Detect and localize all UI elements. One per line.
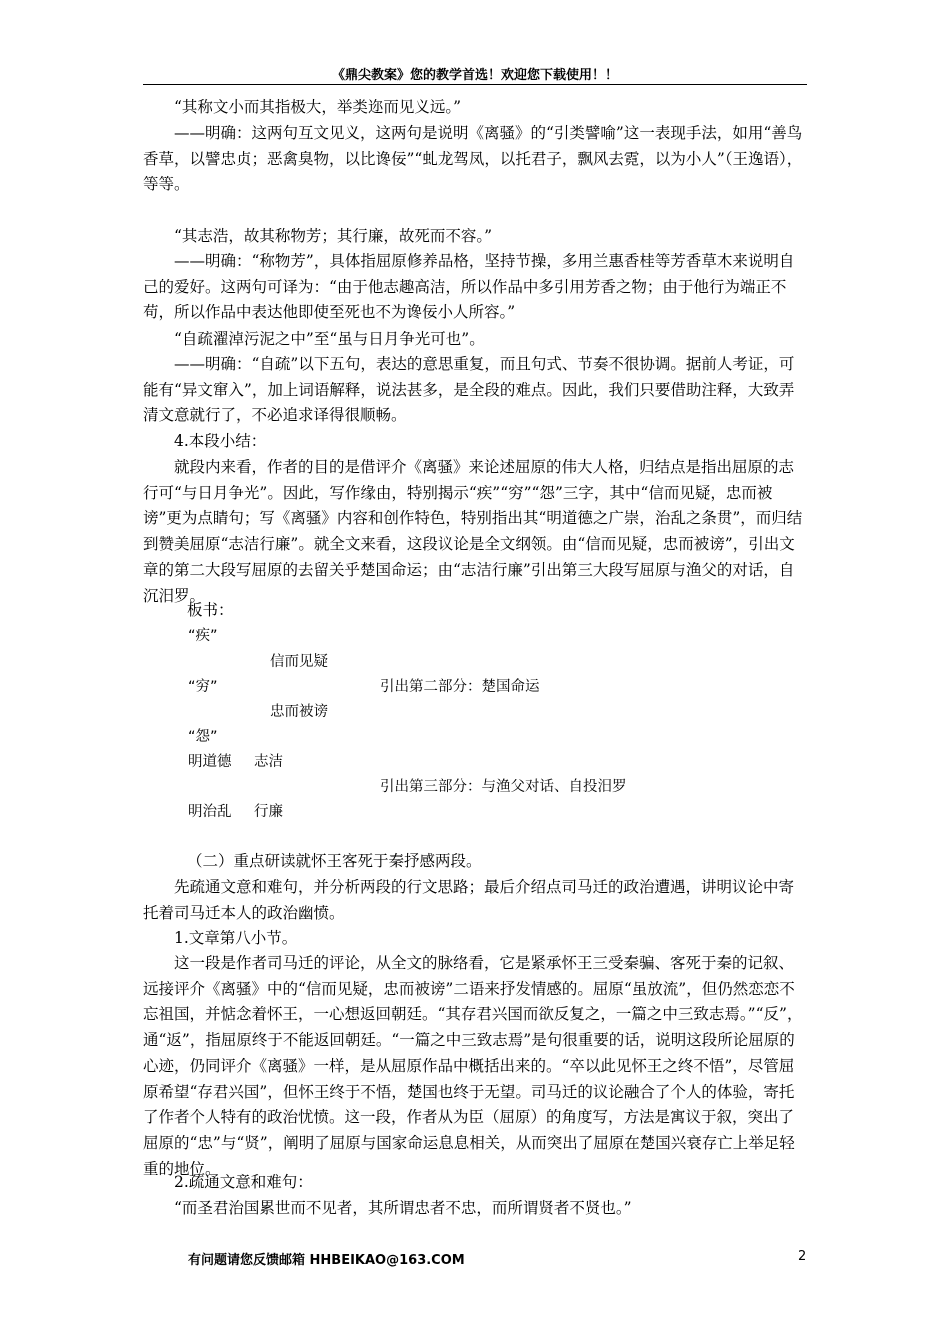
board-zhong: 忠而被谤: [270, 704, 328, 720]
board-xin: 信而见疑: [270, 654, 328, 670]
board-part2: 引出第二部分：楚国命运: [380, 679, 540, 695]
summary-paragraph: [143, 455, 807, 609]
board-qiong: “穷”: [188, 679, 218, 695]
page-number: 2: [798, 1249, 807, 1264]
paragraph-text: 板书：: [187, 601, 234, 619]
section-heading: [143, 429, 807, 455]
section-heading: [143, 1170, 807, 1196]
board-ji: “疾”: [188, 628, 218, 644]
quote-paragraph: [143, 95, 807, 121]
page-header: 《鼎尖教案》您的教学首选！欢迎您下载使用！！: [331, 68, 618, 83]
paragraph-text: “自疏濯淖污泥之中”至“虽与日月争光可也”。: [174, 330, 485, 348]
paragraph-text: “其志浩，故其称物芳；其行廉，故死而不容。”: [174, 227, 493, 245]
board-part3: 引出第三部分：与渔父对话、自投汨罗: [380, 779, 627, 795]
explanation-paragraph: [143, 249, 807, 326]
explanation-paragraph: [143, 352, 807, 429]
section-heading: [143, 849, 807, 875]
body-paragraph: [143, 875, 807, 926]
paragraph-text: （二）重点研读就怀王客死于秦抒感两段。: [187, 852, 482, 870]
paragraph-text: ——明确：“称物芳”，具体指屈原修养品格，坚持节操，多用兰惠香桂等芳香草木来说明自己的爱好。这两句可译为：“由于他志趣高洁，所以作品中多引用芳香之物；由于他行为端正不苟，所以作品中表达他即使至死也不为谗佞小人所容。”: [143, 252, 795, 322]
footer-feedback: 有问题请您反馈邮箱 HHBEIKAO@163.COM: [188, 1253, 465, 1268]
quote-paragraph: [143, 224, 807, 250]
paragraph-text: 先疏通文意和难句，并分析两段的行文思路；最后介绍点司马迁的政治遭遇，讲明议论中寄托着司马迁本人的政治幽愤。: [143, 878, 795, 922]
board-yuan: “怨”: [188, 729, 218, 745]
board-xinglian: 行廉: [254, 804, 283, 820]
board-mingzhiluan: 明治乱: [188, 804, 232, 820]
paragraph-text: “而圣君治国累世而不见者，其所谓忠者不忠，而所谓贤者不贤也。”: [174, 1199, 632, 1217]
board-zhijie: 志洁: [254, 754, 283, 770]
paragraph-text: 就段内来看，作者的目的是借评介《离骚》来论述屈原的伟大人格，归结点是指出屈原的志行可“与日月争光”。因此，写作缘由，特别揭示“疾”“穷”“怨”三字，其中“信而见疑，忠而被谤”更为点睛句；写《离骚》内容和创作特色，特别指出其“明道德之广崇，治乱之条贯”，而归结到赞美屈原“志洁行廉”。就全文来看，这段议论是全文纲领。由“信而见疑，忠而被谤”，引出文章的第二大段写屈原的去留关乎楚国命运；由“志洁行廉”引出第三大段写屈原与渔父的对话，自沉汨罗。: [143, 458, 803, 605]
board-heading: [143, 598, 807, 624]
paragraph-text: 4.本段小结：: [174, 432, 267, 450]
board-mingdaode: 明道德: [188, 754, 232, 770]
quote-paragraph: [143, 1196, 807, 1222]
header-rule: [143, 84, 807, 85]
paragraph-text: ——明确：这两句互文见义，这两句是说明《离骚》的“引类譬喻”这一表现手法，如用“善鸟香草，以譬忠贞；恶禽臭物，以比谗佞”“虬龙驾凤，以托君子，飘风去霓，以为小人”（王逸语），等等。: [143, 124, 803, 194]
paragraph-text: ——明确：“自疏”以下五句，表达的意思重复，而且句式、节奏不很协调。据前人考证，可能有“异文窜入”，加上词语解释，说法甚多，是全段的难点。因此，我们只要借助注释，大致弄清文意就行了，不必追求译得很顺畅。: [143, 355, 795, 425]
explanation-paragraph: [143, 121, 807, 198]
section-heading: [143, 926, 807, 952]
paragraph-text: 1.文章第八小节。: [174, 929, 298, 947]
quote-paragraph: [143, 327, 807, 353]
body-paragraph: [143, 951, 807, 1182]
paragraph-text: “其称文小而其指极大，举类迩而见义远。”: [174, 98, 462, 116]
paragraph-text: 2.疏通文意和难句：: [174, 1173, 313, 1191]
paragraph-text: 这一段是作者司马迁的评论，从全文的脉络看，它是紧承怀王三受秦骗、客死于秦的记叙、远接评介《离骚》中的“信而见疑，忠而被谤”二语来抒发情感的。屈原“虽放流”，但仍然恋恋不忘祖国，并惦念着怀王，一心想返回朝廷。“其存君兴国而欲反复之，一篇之中三致志焉。”“反”，通“返”，指屈原终于不能返回朝廷。“一篇之中三致志焉”是句很重要的话，说明这段所论屈原的心迹，仍同评介《离骚》一样，是从屈原作品中概括出来的。“卒以此见怀王之终不悟”，尽管屈原希望“存君兴国”，但怀王终于不悟，楚国也终于无望。司马迁的议论融合了个人的体验，寄托了作者个人特有的政治忧愤。这一段，作者从为臣（屈原）的角度写，方法是寓议于叙，突出了屈原的“忠”与“贤”，阐明了屈原与国家命运息息相关，从而突出了屈原在楚国兴衰存亡上举足轻重的地位。: [143, 954, 803, 1178]
